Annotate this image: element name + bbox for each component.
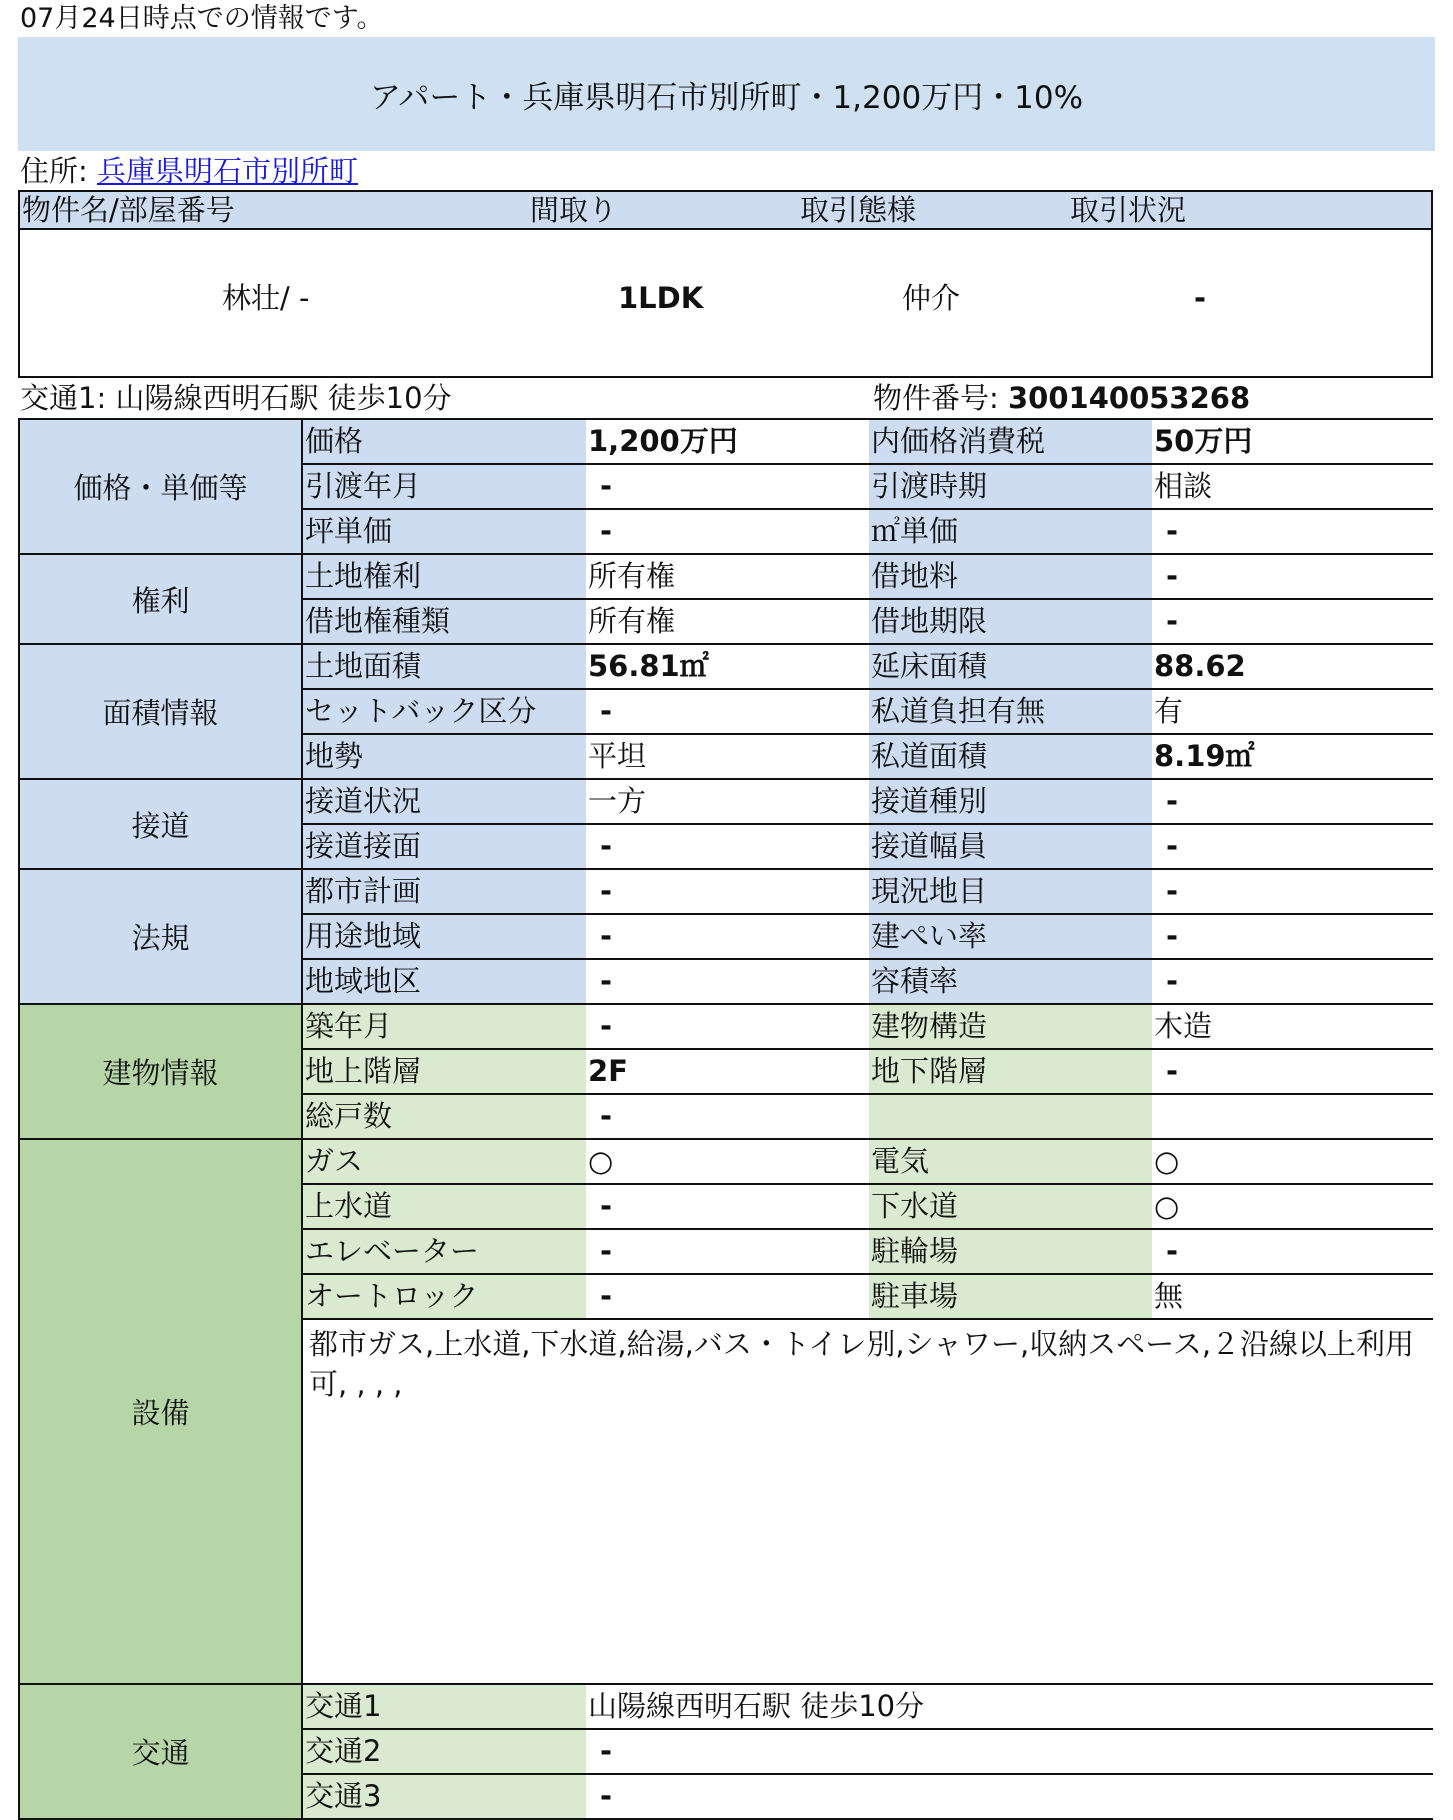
row-label: 下水道 — [869, 1185, 1152, 1228]
row-label: 建物構造 — [869, 1005, 1152, 1048]
value-transaction-status: - — [1194, 281, 1207, 315]
table-row — [303, 1185, 1433, 1230]
row-label: 都市計画 — [303, 870, 586, 913]
banner-text: アパート・兵庫県明石市別所町・1,200万円・10% — [369, 79, 1084, 116]
row-value: - — [600, 1009, 613, 1043]
row-label: 接道幅員 — [869, 825, 1152, 868]
row-label: オートロック — [303, 1275, 586, 1318]
row-label: 交通2 — [303, 1730, 586, 1773]
row-value: 56.81㎡ — [588, 649, 709, 683]
row-value: - — [1166, 1054, 1179, 1088]
property-number-label: 物件番号: — [873, 381, 999, 415]
table-row — [303, 555, 1433, 600]
table-row — [303, 1005, 1433, 1050]
row-label: 建ぺい率 — [869, 915, 1152, 958]
access-label: 交通1: — [20, 381, 107, 415]
table-row — [303, 1275, 1433, 1320]
row-label: 接道接面 — [303, 825, 586, 868]
row-label: 地下階層 — [869, 1050, 1152, 1093]
summary-header — [18, 190, 1433, 230]
row-value: - — [600, 694, 613, 728]
table-row — [303, 915, 1433, 960]
row-label — [869, 1095, 1152, 1138]
row-value: - — [600, 1234, 613, 1268]
section-rows — [301, 1685, 1433, 1820]
access-line — [20, 380, 452, 416]
row-value: - — [600, 919, 613, 953]
row-value: - — [600, 514, 613, 548]
section-label: 設備 — [18, 1140, 301, 1685]
section-rows — [301, 420, 1433, 555]
value-layout: 1LDK — [618, 281, 704, 315]
row-value: 50万円 — [1154, 424, 1253, 458]
row-label: 坪単価 — [303, 510, 586, 553]
row-value: 無 — [1154, 1279, 1184, 1313]
section-label: 法規 — [18, 870, 301, 1005]
section-rows — [301, 555, 1433, 645]
row-label: 接道状況 — [303, 780, 586, 823]
row-value: - — [600, 1779, 613, 1813]
row-value: - — [600, 829, 613, 863]
row-value: 山陽線西明石駅 徒歩10分 — [588, 1689, 925, 1723]
table-row — [303, 780, 1433, 825]
address-label: 住所: — [20, 154, 88, 188]
summary-values — [18, 230, 1433, 378]
table-row — [303, 960, 1433, 1005]
row-value: ○ — [588, 1144, 614, 1178]
row-value: 2F — [588, 1054, 628, 1088]
property-number-value: 300140053268 — [1008, 381, 1251, 415]
row-label: 地上階層 — [303, 1050, 586, 1093]
as-of-date: 07月24日時点での情報です。 — [20, 3, 384, 34]
row-value: - — [1166, 514, 1179, 548]
section-rows — [301, 645, 1433, 780]
table-row — [303, 1230, 1433, 1275]
section-label: 面積情報 — [18, 645, 301, 780]
row-label: 地域地区 — [303, 960, 586, 1003]
row-label: 接道種別 — [869, 780, 1152, 823]
row-label: 駐輪場 — [869, 1230, 1152, 1273]
table-row — [303, 645, 1433, 690]
row-label: 私道負担有無 — [869, 690, 1152, 733]
row-label: 現況地目 — [869, 870, 1152, 913]
row-value: - — [1166, 964, 1179, 998]
section-rows — [301, 1140, 1433, 1685]
row-value: 1,200万円 — [588, 424, 738, 458]
table-row — [303, 1730, 1433, 1775]
table-row — [303, 735, 1433, 780]
row-value: - — [600, 1189, 613, 1223]
row-value: ○ — [1154, 1144, 1180, 1178]
row-label: 容積率 — [869, 960, 1152, 1003]
row-label: 借地期限 — [869, 600, 1152, 643]
section-3 — [18, 780, 1433, 870]
section-label: 価格・単価等 — [18, 420, 301, 555]
table-row — [303, 1140, 1433, 1185]
row-label: セットバック区分 — [303, 690, 586, 733]
table-row — [303, 870, 1433, 915]
row-label: 電気 — [869, 1140, 1152, 1183]
row-label: 駐車場 — [869, 1275, 1152, 1318]
row-value: - — [1166, 874, 1179, 908]
row-value: 木造 — [1154, 1009, 1213, 1043]
row-label: 総戸数 — [303, 1095, 586, 1138]
row-value: - — [600, 874, 613, 908]
row-value: - — [600, 1734, 613, 1768]
listing-banner — [18, 37, 1435, 151]
section-2 — [18, 645, 1433, 780]
row-label: 引渡年月 — [303, 465, 586, 508]
row-label: 地勢 — [303, 735, 586, 778]
row-label: 土地面積 — [303, 645, 586, 688]
address-link[interactable]: 兵庫県明石市別所町 — [97, 154, 359, 188]
row-label: 価格 — [303, 420, 586, 463]
row-label: 延床面積 — [869, 645, 1152, 688]
section-label: 接道 — [18, 780, 301, 870]
address-line — [20, 153, 358, 189]
section-rows — [301, 780, 1433, 870]
row-value: 有 — [1154, 694, 1184, 728]
row-label: 上水道 — [303, 1185, 586, 1228]
value-transaction-type: 仲介 — [902, 281, 961, 315]
header-transaction-status: 取引状況 — [1070, 193, 1187, 227]
row-value: - — [600, 1099, 613, 1133]
row-value: 8.19㎡ — [1154, 739, 1255, 773]
row-value: - — [600, 1279, 613, 1313]
section-4 — [18, 870, 1433, 1005]
header-transaction-type: 取引態様 — [800, 193, 917, 227]
row-label: 内価格消費税 — [869, 420, 1152, 463]
equipment-note: 都市ガス,上水道,下水道,給湯,バス・トイレ別,シャワー,収納スペース,２沿線以上利用可, , , , — [303, 1320, 1433, 1685]
header-property-name: 物件名/部屋番号 — [22, 193, 235, 227]
row-label: ガス — [303, 1140, 586, 1183]
row-label: エレベーター — [303, 1230, 586, 1273]
row-value: - — [1166, 604, 1179, 638]
property-number — [873, 380, 1250, 416]
row-label: 引渡時期 — [869, 465, 1152, 508]
row-value — [1152, 1095, 1433, 1138]
section-rows — [301, 1005, 1433, 1140]
table-row — [303, 600, 1433, 645]
section-label: 権利 — [18, 555, 301, 645]
row-label: 交通3 — [303, 1775, 586, 1818]
table-row — [303, 510, 1433, 555]
row-label: 借地料 — [869, 555, 1152, 598]
row-value: 相談 — [1154, 469, 1213, 503]
table-row — [303, 1775, 1433, 1820]
row-value: - — [1166, 919, 1179, 953]
row-label: 土地権利 — [303, 555, 586, 598]
table-row — [303, 825, 1433, 870]
row-value: 88.62 — [1154, 649, 1246, 683]
row-value: - — [1166, 784, 1179, 818]
table-row — [303, 1095, 1433, 1140]
row-value: - — [600, 964, 613, 998]
table-row — [303, 465, 1433, 510]
section-6 — [18, 1140, 1433, 1685]
header-layout: 間取り — [530, 193, 618, 227]
row-value: - — [600, 469, 613, 503]
table-row — [303, 420, 1433, 465]
section-label: 交通 — [18, 1685, 301, 1820]
row-label: 借地権種類 — [303, 600, 586, 643]
row-value: - — [1166, 559, 1179, 593]
row-value: 一方 — [588, 784, 647, 818]
row-label: 築年月 — [303, 1005, 586, 1048]
row-value: 平坦 — [588, 739, 647, 773]
section-1 — [18, 555, 1433, 645]
row-label: 私道面積 — [869, 735, 1152, 778]
section-7 — [18, 1685, 1433, 1820]
table-row — [303, 690, 1433, 735]
row-value: ○ — [1154, 1189, 1180, 1223]
row-label: ㎡単価 — [869, 510, 1152, 553]
section-label: 建物情報 — [18, 1005, 301, 1140]
row-value: - — [1166, 1234, 1179, 1268]
table-row — [303, 1685, 1433, 1730]
value-property-name: 林壮/ - — [222, 281, 310, 315]
row-value: 所有権 — [588, 559, 676, 593]
table-row — [303, 1050, 1433, 1095]
row-label: 用途地域 — [303, 915, 586, 958]
row-label: 交通1 — [303, 1685, 586, 1728]
row-value: 所有権 — [588, 604, 676, 638]
section-0 — [18, 418, 1433, 555]
row-value: - — [1166, 829, 1179, 863]
section-5 — [18, 1005, 1433, 1140]
access-value: 山陽線西明石駅 徒歩10分 — [115, 381, 452, 415]
section-rows — [301, 870, 1433, 1005]
detail-table — [18, 418, 1433, 1820]
